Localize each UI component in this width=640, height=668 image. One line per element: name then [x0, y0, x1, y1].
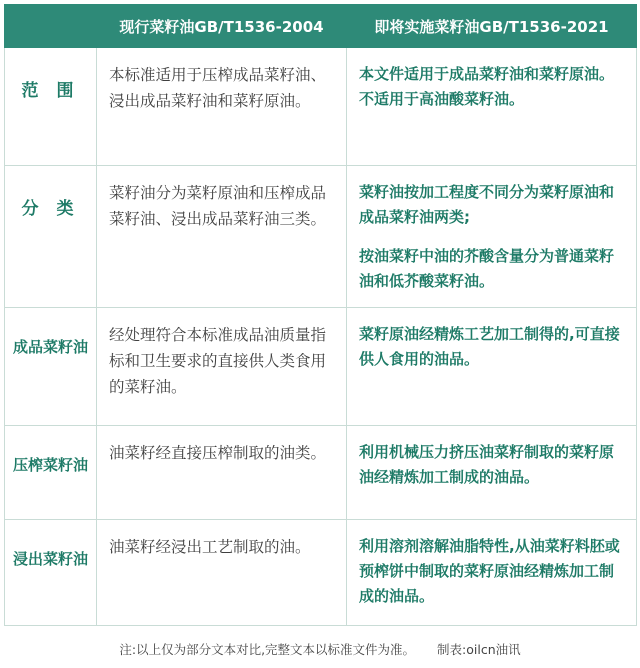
- footer-source: 制表:oilcn油讯: [437, 642, 521, 657]
- old-pressed-oil-text: 油菜籽经直接压榨制取的油类。: [97, 426, 347, 520]
- table-row: [5, 308, 637, 426]
- new-scope-text: 本文件适用于成品菜籽油和菜籽原油。不适用于高油酸菜籽油。: [359, 65, 615, 108]
- row-label-finished-oil: 成品菜籽油: [5, 308, 97, 426]
- header-new-standard: 即将实施菜籽油GB/T1536-2021: [347, 5, 637, 48]
- table-row: [5, 520, 637, 626]
- row-label-scope: 范 围: [5, 48, 97, 166]
- header-corner: [5, 5, 97, 48]
- new-finished-oil-text: 菜籽原油经精炼工艺加工制得的,可直接供人食用的油品。: [359, 325, 620, 368]
- footer-note: [0, 640, 640, 658]
- new-classification-text-2: 按油菜籽中油的芥酸含量分为普通菜籽油和低芥酸菜籽油。: [359, 247, 615, 290]
- footer-note-text: 注:以上仅为部分文本对比,完整文本以标准文件为准。: [119, 642, 416, 657]
- table-row: [5, 48, 637, 166]
- table-row: [5, 426, 637, 520]
- standard-comparison-table: [4, 4, 637, 626]
- row-label-pressed-oil: 压榨菜籽油: [5, 426, 97, 520]
- new-classification-text-1: 菜籽油按加工程度不同分为菜籽原油和成品菜籽油两类;: [359, 183, 615, 226]
- row-label-classification: 分 类: [5, 166, 97, 308]
- new-scope-cell: [347, 48, 637, 166]
- table-row: [5, 166, 637, 308]
- new-leached-oil-text: 利用溶剂溶解油脂特性,从油菜籽料胚或预榨饼中制取的菜籽原油经精炼加工制成的油品。: [359, 537, 620, 605]
- header-old-standard: 现行菜籽油GB/T1536-2004: [97, 5, 347, 48]
- new-classification-cell: [347, 166, 637, 308]
- table-header-row: [5, 5, 637, 48]
- old-leached-oil-text: 油菜籽经浸出工艺制取的油。: [97, 520, 347, 626]
- row-label-leached-oil: 浸出菜籽油: [5, 520, 97, 626]
- old-scope-text: 本标准适用于压榨成品菜籽油、浸出成品菜籽油和菜籽原油。: [97, 48, 347, 166]
- new-pressed-oil-text: 利用机械压力挤压油菜籽制取的菜籽原油经精炼加工制成的油品。: [359, 443, 615, 486]
- old-finished-oil-text: 经处理符合本标准成品油质量指标和卫生要求的直接供人类食用的菜籽油。: [97, 308, 347, 426]
- new-pressed-oil-cell: [347, 426, 637, 520]
- old-classification-text: 菜籽油分为菜籽原油和压榨成品菜籽油、浸出成品菜籽油三类。: [97, 166, 347, 308]
- new-finished-oil-cell: [347, 308, 637, 426]
- new-leached-oil-cell: [347, 520, 637, 626]
